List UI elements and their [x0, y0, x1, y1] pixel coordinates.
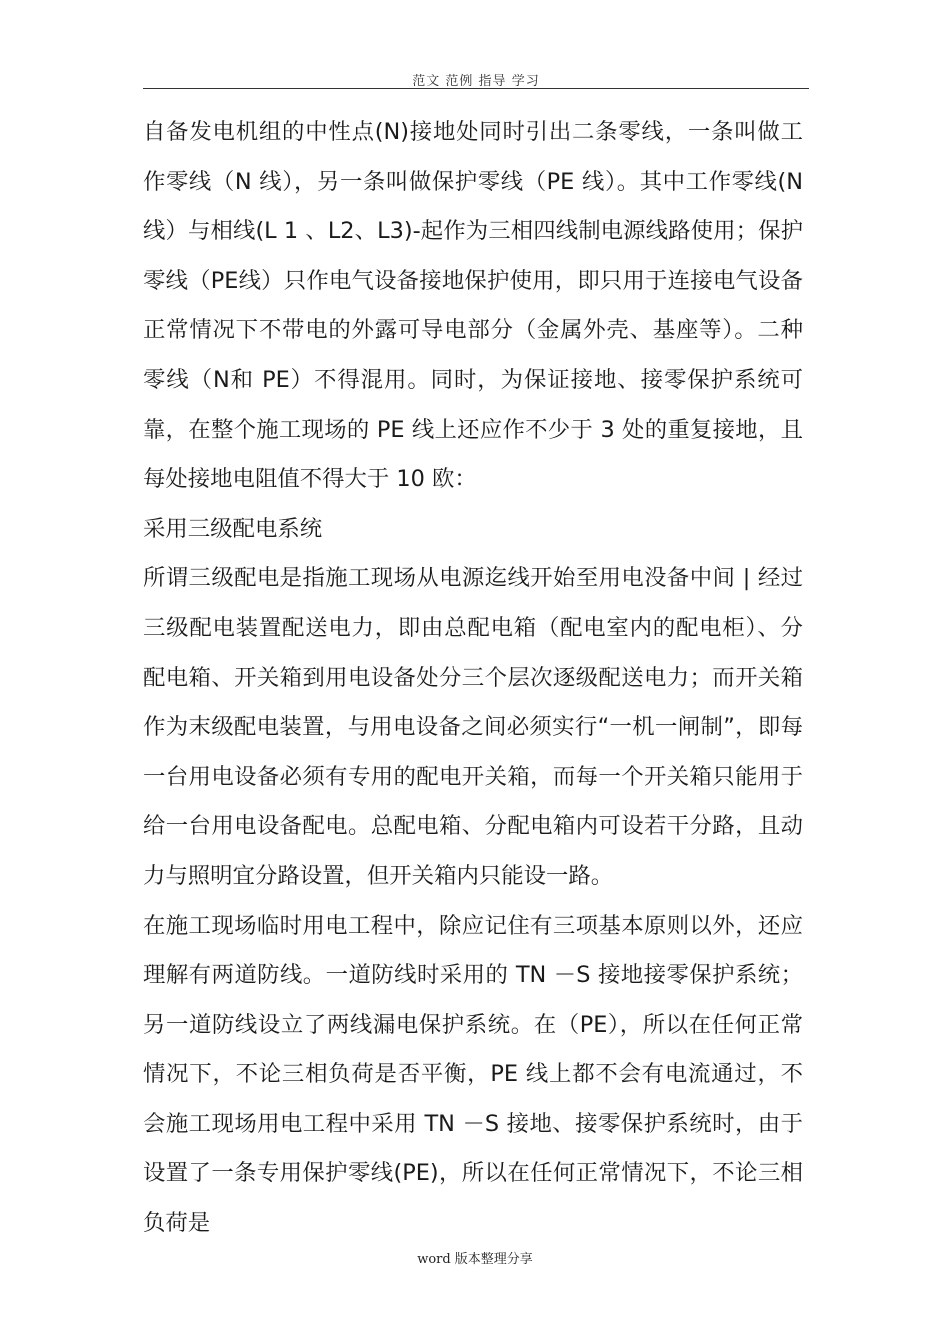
- header-divider: [143, 88, 809, 89]
- paragraph-section-heading: 采用三级配电系统: [143, 515, 323, 542]
- paragraph-three-level-distribution: 所谓三级配电是指施工现场从电源迄线开始至用电没备中间 | 经过三级配电装置配送电力，即由总配电箱（配电室内的配电柜）、分配电箱、开关箱到用电设备处分三个层次逐级配送电力；而开关箱作为末级配电装置，与用电设备之间必须实行“一机一闸制”，即每一台用电设备必须有专用的配电开关箱，而每一个开关箱只能用于给一台用电设备配电。总配电箱、分配电箱内可设若干分路，且动力与照明宜分路设置，但开关箱内只能设一路。: [143, 565, 803, 889]
- page-footer: word 版本整理分享: [417, 1252, 533, 1267]
- paragraph-two-defense-lines: 在施工现场临时用电工程中，除应记住有三项基本原则以外，还应理解有两道防线。一道防线时采用的 TN －S 接地接零保护系统；另一道防线设立了两线漏电保护系统。在（PE），所以在任何正常情况下，不论三相负荷是否平衡，PE 线上都不会有电流通过，不会施工现场用电工程中采用 TN －S 接地、接零保护系统时，由于设置了一条专用保护零线(PE)，所以在任何正常情况下，不论三相负荷是: [143, 912, 803, 1237]
- paragraph-grounding: 自备发电机组的中性点(N)接地处同时引出二条零线，一条叫做工作零线（N 线），另一条叫做保护零线（PE 线）。其中工作零线(N 线）与相线(L 1 、L2、L3)-起作为三相四线制电源线路使用；保护零线（PE线）只作电气设备接地保护使用，即只用于连接电气设备正常情况下不带电的外露可导电部分（金属外壳、基座等）。二种零线（N和 PE）不得混用。同时，为保证接地、接零保护系统可靠，在整个施工现场的 PE 线上还应作不少于 3 处的重复接地，且每处接地电阻值不得大于 10 欧：: [143, 119, 826, 493]
- document-body: [143, 108, 826, 1249]
- page-header: 范文 范例 指导 学习: [412, 74, 540, 89]
